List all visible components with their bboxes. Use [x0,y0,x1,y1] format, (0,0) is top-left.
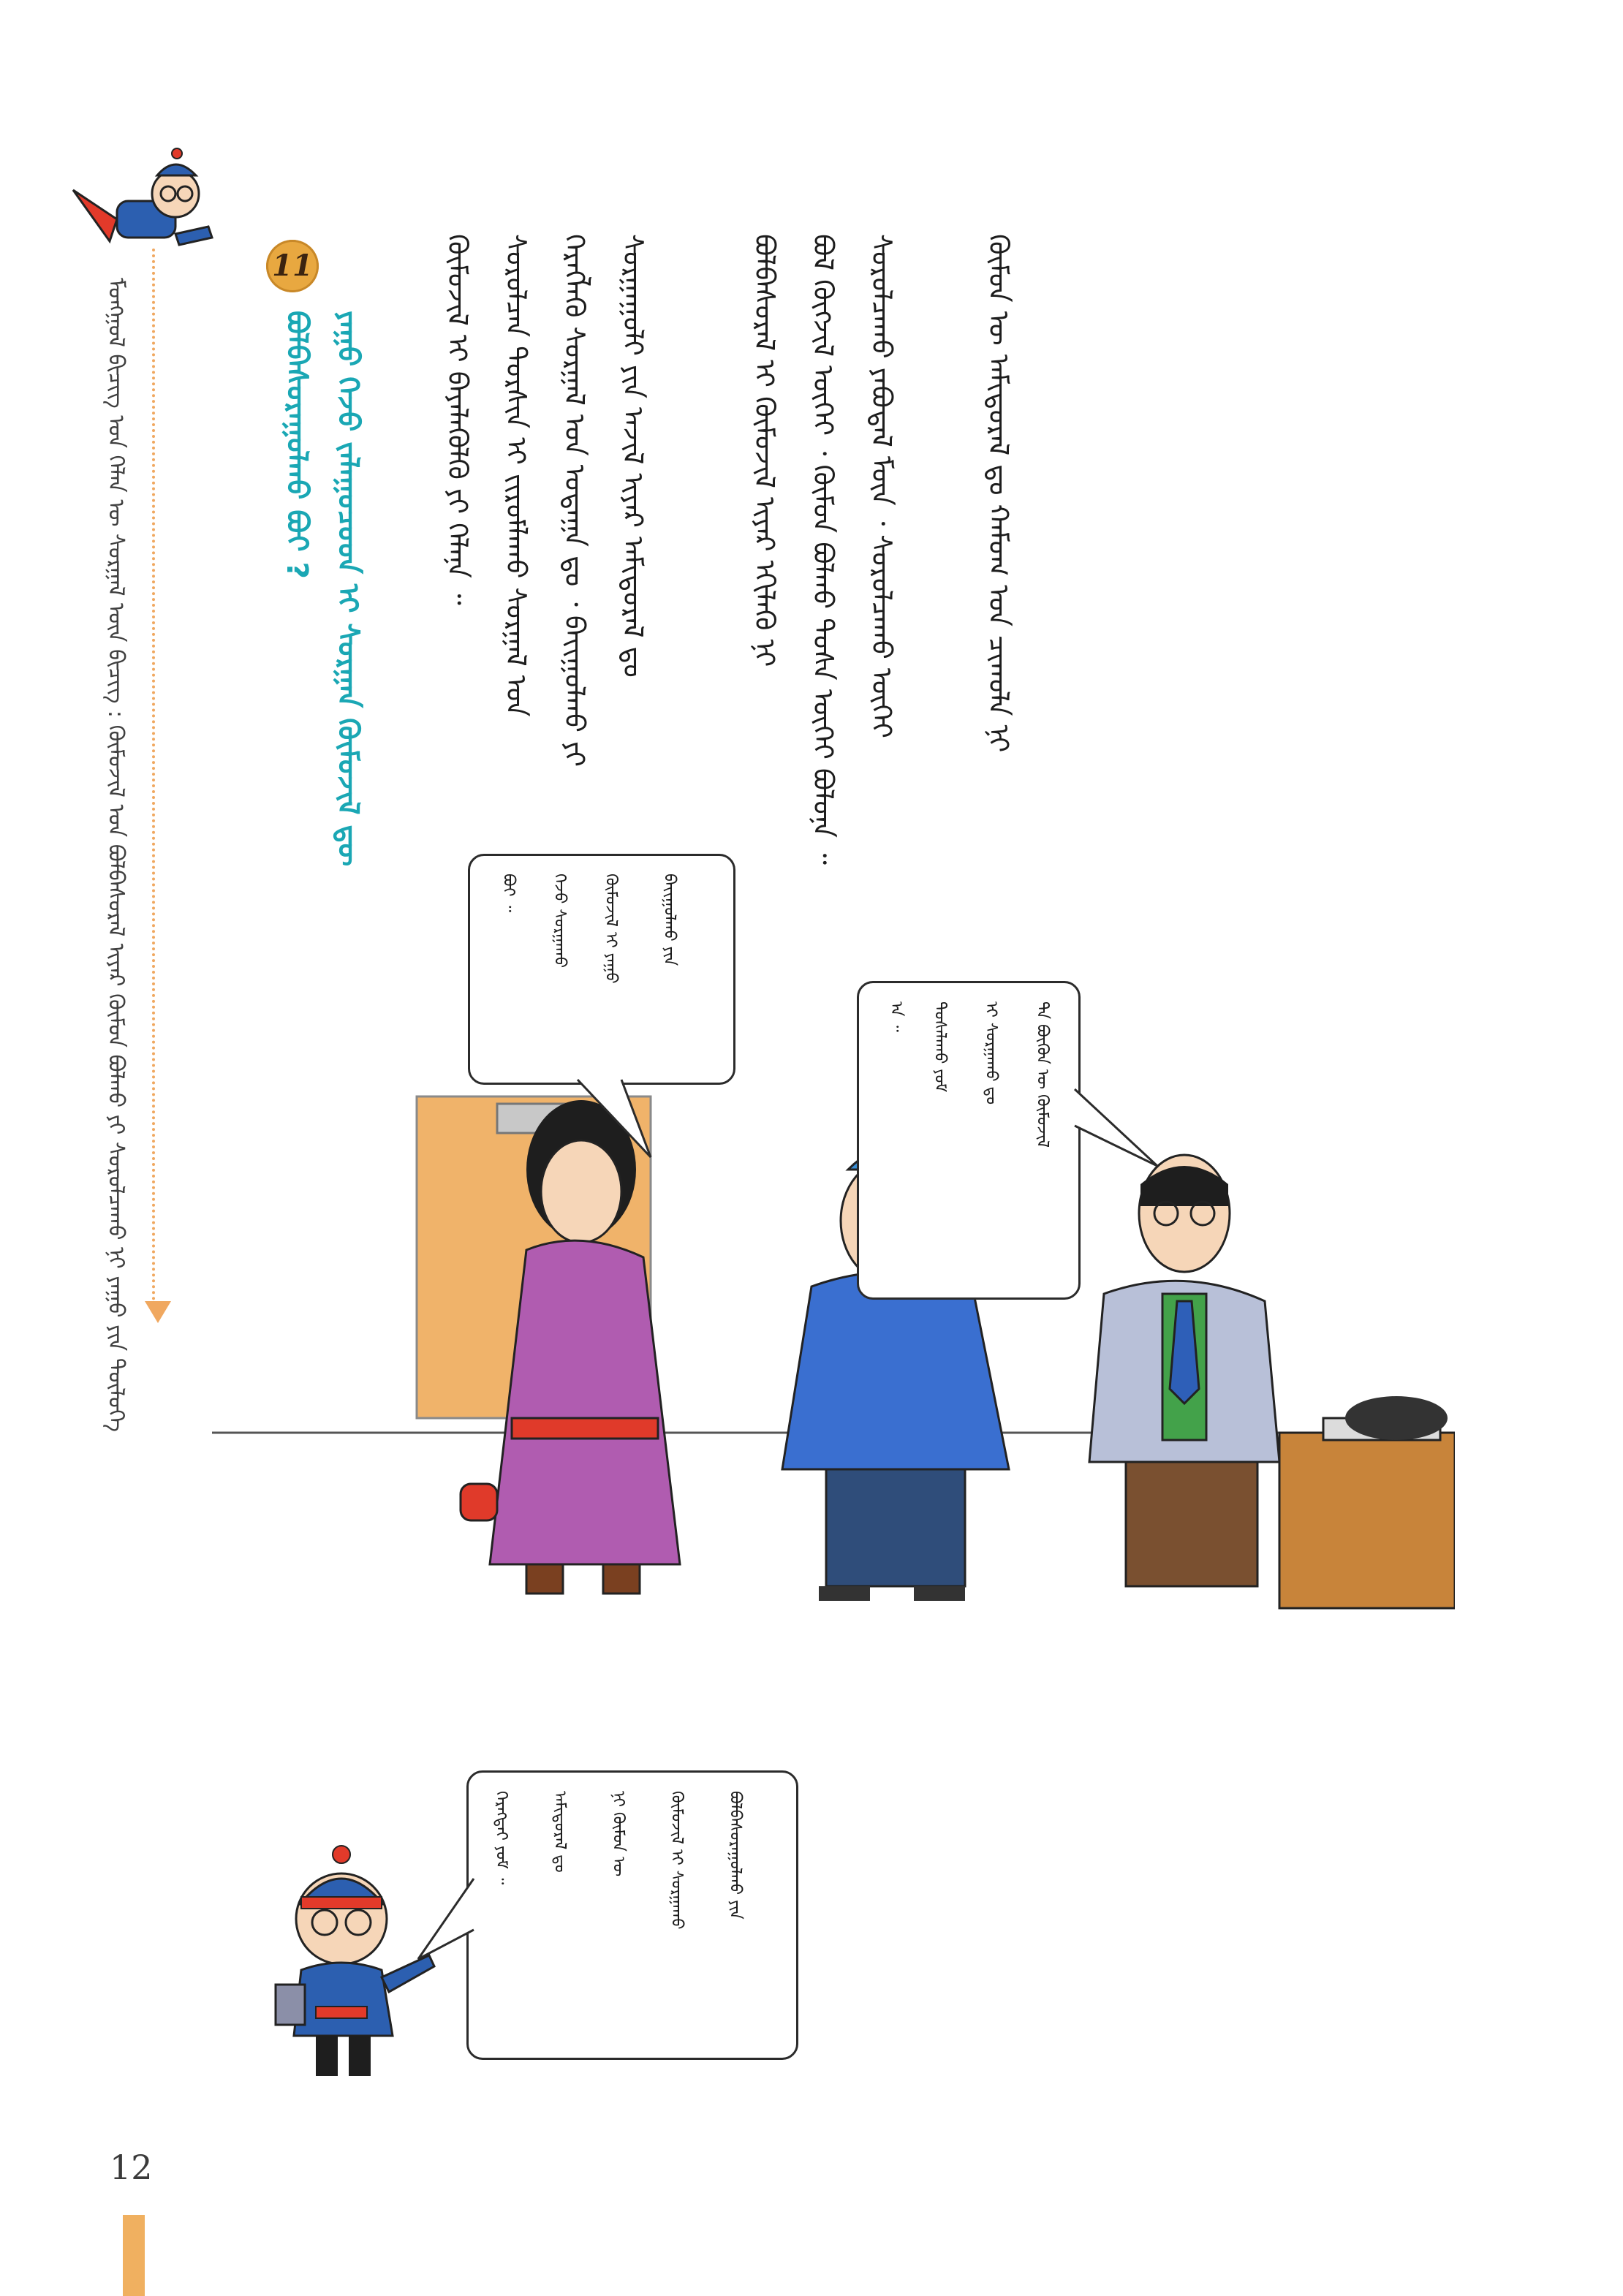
bubble-mascot-line-1: ᠪᠣᠯᠪᠠᠰᠤᠷᠠᠭᠤᠯᠬᠤ ᠶᠢᠨ [726,1791,744,1920]
header-divider [152,249,155,1301]
running-header: ᠮᠣᠩᠭᠣᠯ ᠪᠢᠴᠢᠭ᠌ ᠤᠨ ᠬᠡᠯᠡᠨ ᠦ ᠰᠤᠷᠭᠠᠯ ᠦᠨ ᠪᠢᠴᠢᠭ᠌ : ᠬᠦᠮᠦᠵᠢᠯ ᠤᠨ ᠪᠣᠯᠪᠠᠰᠤᠷᠠᠯ ᠢᠶᠡᠷ ᠬᠦᠮᠦᠨ ᠪᠣᠯᠬᠤ ᠶᠢ ᠰᠤᠷᠤᠯᠴᠠᠬᠤ ᠨᠢ ᠶᠠᠭᠤ ᠶᠢᠨ ᠲᠥᠯᠦᠭᠡ [103,278,129,1432]
bubble-teacher-line-2: ᠢ ᠰᠤᠷᠭᠠᠬᠤ ᠳᠤ [982,1001,1000,1105]
speech-bubble-tail-middle-man [570,1078,658,1159]
bubble-teacher-line-4: ᠠ ᠃ [887,1001,905,1032]
body-line-4: ᠪᠣᠯᠪᠠᠰᠤᠷᠠᠯ ᠢ ᠬᠦᠮᠦᠵᠢᠯ ᠢᠶᠡᠷ ᠡᠬᠢᠯᠡᠬᠦ ᠨᠢ [749,234,781,667]
body-line-8: ᠬᠦᠮᠦᠵᠢᠯ ᠢ ᠪᠡᠶᠡᠯᠡᠭᠦᠯᠬᠦ ᠶᠢ ᠬᠡᠯᠡᠨᠡ ᠃ [442,234,474,605]
bubble-teacher-line-1: ᠲᠠ ᠪᠦᠬᠦᠨ ᠦ ᠬᠦᠮᠦᠵᠢᠯ [1033,1001,1051,1148]
bubble-mascot-line-4: ᠠᠮᠢᠳᠤᠷᠠᠯ ᠳᠤ [551,1791,569,1873]
lesson-number-badge: 11 [266,240,319,292]
page-number: 12 [110,2148,153,2187]
bubble-middle-line-2: ᠬᠦᠮᠦᠵᠢᠯ ᠢ ᠶᠠᠭᠤ [602,874,620,984]
bubble-teacher-line-3: ᠲᠤᠰᠠᠯᠠᠬᠤ ᠶᠤᠮ [931,1001,949,1093]
classroom-scene-illustration [212,863,1455,1740]
speech-bubble-mascot [466,1770,798,2060]
body-line-6: ᠬᠡᠷᠡᠭᠯᠡᠬᠦ ᠰᠤᠷᠭᠠᠯ ᠤᠨ ᠤᠳᠠᠭᠠ ᠳᠤ ᠂ ᠪᠠᠶ᠋ᠢᠭᠤᠯᠬᠤ ᠶᠢ [559,234,591,768]
body-line-2: ᠰᠤᠷᠤᠯᠴᠠᠬᠤ ᠶᠠᠪᠤᠳᠠᠯ ᠮᠥᠨ ᠂ ᠰᠤᠷᠤᠯᠴᠠᠬᠤ ᠦᠭᠡᠢ [866,234,898,738]
bubble-mascot-line-3: ᠨᠢ ᠬᠦᠮᠦᠨ ᠦ [609,1791,627,1877]
bubble-mascot-line-5: ᠬᠡᠷᠡᠭᠲᠡᠢ ᠶᠤᠮ ᠃ [492,1791,510,1885]
header-arrow-icon [145,1301,171,1323]
body-line-1: ᠬᠦᠮᠦᠨ ᠦ ᠠᠮᠢᠳᠤᠷᠠᠯ ᠳᠤ ᠬᠠᠮᠤᠭ ᠤᠨ ᠴᠢᠬᠤᠯᠠ ᠨᠢ [983,234,1015,753]
body-line-7: ᠰᠤᠷᠤᠯᠴᠠᠨ ᠲᠤᠷᠰᠢᠨ ᠢ ᠵᠢᠷᠤᠮᠯᠠᠬᠤ ᠰᠤᠷᠭᠠᠯ ᠤᠨ [500,234,532,717]
bubble-mascot-line-2: ᠬᠦᠮᠦᠵᠢᠯ ᠢ ᠰᠤᠷᠭᠠᠬᠤ [667,1791,686,1930]
lesson-title-line-1: ᠶᠠᠭᠤ ᠭᠡᠵᠦ ᠵᠠᠯᠠᠭᠤᠴᠤᠳ ᠢ ᠰᠤᠷᠭᠠᠨ ᠬᠦᠮᠦᠵᠢᠯ ᠳᠦ [331,311,365,867]
body-line-5: ᠰᠤᠷᠭᠠᠭᠤᠯᠢ ᠶᠢᠨ ᠠᠵᠢᠯ ᠢᠶᠠᠷ ᠠᠮᠢᠳᠤᠷᠠᠯ ᠳᠤ [617,234,649,678]
speech-bubble-tail-teacher [1073,1082,1161,1170]
lesson-title-line-2: ᠪᠣᠯᠪᠠᠰᠤᠷᠠᠭᠤᠯᠬᠤ ᠪᠤᠢ ? [280,311,314,579]
bubble-middle-line-4: ᠪᠣᠢ ᠃ [499,874,518,913]
body-line-3: ᠪᠣᠯ ᠬᠥᠭᠵᠢᠯ ᠦᠭᠡᠢ ᠂ ᠬᠦᠮᠦᠨ ᠪᠣᠯᠬᠤ ᠲᠤᠰᠠ ᠦᠭᠡᠢ ᠪᠣᠯᠤᠨᠠ ᠃ [807,234,839,865]
flying-mascot-icon [66,132,219,270]
bubble-middle-line-1: ᠪᠠᠶ᠋ᠢᠭᠤᠯᠬᠤ ᠶᠢᠨ [660,874,678,966]
page-edge-tab [123,2215,145,2296]
standing-mascot-icon [272,1838,440,2087]
bubble-middle-line-3: ᠭᠡᠵᠦ ᠰᠤᠷᠭᠠᠬᠤ [551,874,569,969]
